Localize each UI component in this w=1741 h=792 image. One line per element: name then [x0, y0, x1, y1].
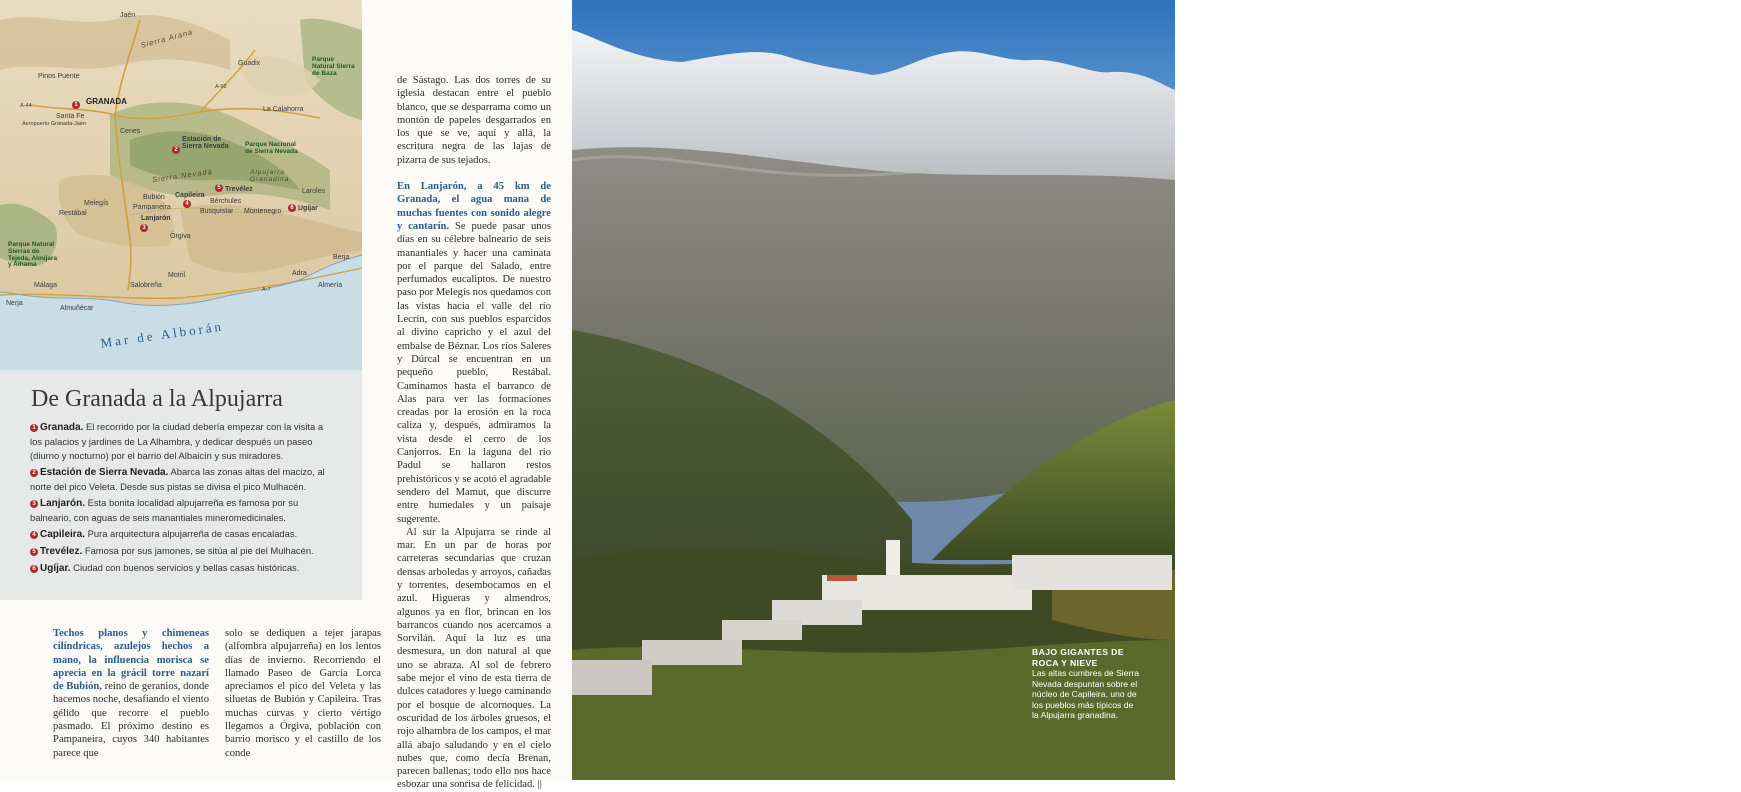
map-label-jaen: Jaén [120, 12, 136, 19]
legend-item [30, 527, 330, 542]
map-label-a92: A-92 [215, 84, 227, 90]
legend-item-name: Capileira. [40, 529, 86, 540]
map-label-granada: GRANADA [86, 97, 127, 106]
legend-item [30, 544, 330, 559]
map-pin-2: 2 [172, 146, 180, 154]
legend-item-name: Trevélez. [40, 546, 83, 557]
column-3-lead: En Lanjarón, a 45 km de Granada, el agua mana de muchas fuentes con sonido alegre y cantarín. [397, 181, 551, 232]
legend-item-number: 2 [30, 469, 38, 477]
map-label-trevelez: Trevélez [225, 186, 253, 193]
map-label-aeropuerto: Aeropuerto Granada-Jaén [22, 121, 86, 127]
church-tower [886, 540, 900, 575]
column-1-lead: Techos planos y chimeneas cilíndricas, azulejos hechos a mano, la influencia morisca se aprecia en la grácil torre nazarí de Bubión, [53, 628, 209, 693]
map-label-sierra-nevada-region: Sierra Nevada [151, 166, 214, 185]
map-label-berchules: Bérchules [210, 198, 242, 205]
legend-item [30, 465, 330, 494]
legend-item-number: 3 [30, 500, 38, 508]
legend-item-text: Famosa por sus jamones, se sitúa al pie del Mulhacén. [82, 545, 314, 556]
map-pin-5: 5 [215, 184, 223, 192]
legend-item-number: 4 [30, 531, 38, 539]
legend-item-number: 6 [30, 565, 38, 573]
map-label-adra: Adra [292, 270, 307, 277]
legend-item-text: Ciudad con buenos servicios y bellas casas históricas. [70, 562, 300, 573]
map-label-busquistar: Busquístar [200, 208, 234, 215]
column-3-paragraph-1: de Sástago. Las dos torres de su iglesia destacan entre el pueblo blanco, que se desparrama como un montón de papeles desgarrados en los que se ve, aquí y allá, la escritura negra de las lajas de pizarra de sus tejados. [397, 75, 551, 166]
map-label-pampaneira: Pampaneira [133, 204, 171, 211]
map-label-a44: A-44 [20, 103, 32, 109]
map-label-bubion: Bubión [143, 194, 165, 201]
route-legend [0, 370, 362, 600]
legend-item-number: 1 [30, 424, 38, 432]
column-1-text: reino de geranios, donde hacemos noche, desafiando el viento gélido que recorre el pueblo pasmado. El próximo destino es Pampaneira, cuyos 340 habitantes parece que [53, 681, 210, 759]
map-pin-1: 1 [72, 101, 80, 109]
end-mark: || [537, 779, 542, 791]
legend-item-name: Estación de Sierra Nevada. [40, 467, 169, 478]
map-label-salobrena: Salobreña [130, 282, 162, 289]
legend-list [30, 420, 330, 578]
map-label-cenes: Cenes [120, 128, 141, 135]
map-label-nerja: Nerja [6, 300, 23, 307]
map-label-almeria: Almería [318, 282, 343, 289]
map-label-pn-sierra-baza: Parque Natural Sierra de Baza [312, 56, 355, 77]
map-label-motril: Motril [168, 272, 186, 279]
map-label-sierra-arana: Sierra Arana [139, 27, 195, 50]
column-2-text: solo se dediquen a tejer jarapas (alfombra alpujarreña) en los lentos días de invierno. Recorriendo el llamado Paseo de García Lorca apreciamos el pico del Veleta y las siluetas de Bubión y Capileira. Tras muchas curvas y cierto vértigo llegamos a Órgiva, población con barrio morisco y el castillo de los conde [225, 628, 381, 759]
legend-item-name: Granada. [40, 422, 84, 433]
legend-item-number: 5 [30, 548, 38, 556]
map-pin-4: 4 [183, 200, 191, 208]
map-label-a7: A-7 [262, 287, 271, 293]
legend-item-text: Abarca las zonas altas del macizo, al norte del pico Veleta. Desde sus pistas se divisa el pico Mulhacén. [30, 466, 325, 492]
map-label-almunecar: Almuñécar [60, 305, 94, 312]
map-label-capileira: Capileira [175, 192, 205, 199]
map-pin-6: 6 [288, 204, 296, 212]
article-column-1 [53, 627, 209, 760]
legend-item-name: Lanjarón. [40, 498, 86, 509]
map-label-alpujarra: Alpujarra Granadina [250, 169, 290, 183]
map-label-pn-tejeda: Parque Natural Sierras de Tejeda, Almijara y Alhama [8, 241, 58, 269]
legend-item-text: Esta bonita localidad alpujarreña es famosa por su balneario, con aguas de seis manantiales mineromedicinales. [30, 497, 299, 523]
legend-item-name: Ugíjar. [40, 563, 71, 574]
map-label-melegis: Melegís [84, 200, 109, 207]
legend-item [30, 496, 330, 525]
map-label-guadix: Guadix [238, 60, 261, 67]
column-3-paragraph-2: Se puede pasar unos días en su célebre balneario de seis manantiales y hacer una caminata por el parque del Salado, entre perfumados eucaliptos. De nuestro paso por Melegís nos quedamos con las vistas hacia el valle del río Lecrín, con sus pueblos esparcidos al divino capricho y el azul del embalse de Béznar. Los ríos Saleres y Dúrcal se encuentran en un pequeño pueblo, Restábal. Caminamos hasta el barranco de Alas para ver las formaciones creadas por la erosión en la roca caliza y, después, admiramos la vista desde el cerro de los Canjorros. En la laguna del río Padul se hallaron restos prehistóricos y se acotó el agradable sendero del Mamut, que discurre entre humedales y un paisaje sugerente. [397, 220, 551, 525]
map-label-malaga: Málaga [34, 282, 57, 289]
column-3-paragraph-3: Al sur la Alpujarra se rinde al mar. En un par de horas por carreteras secundarias que cruzan densas arboledas y arroyos, cañadas y torrentes, desembocamos en el azul. Higueras y almendros, algunos ya en flor, brincan en los barrancos cuando nos acercamos a Sorvilán. Aquí la luz es una desmesura, un don natural al que uno se abraza. Al sol de febrero sabe mejor el vino de esta tierra de dulces catadores y luego caminando por el bosque de alcornoques. La oscuridad de los árboles gruesos, el rojo alhambra de los campos, el mar allá abajo saludando y en el cielo nubes que, como decía Brenan, parecen ballenas; todo ello nos hace esbozar una sonrisa de felicidad. [397, 526, 551, 791]
map-label-orgiva: Órgiva [170, 233, 191, 240]
legend-item-text: Pura arquitectura alpujarreña de casas encaladas. [85, 528, 298, 539]
map-label-estacion: Estación de Sierra Nevada [182, 136, 229, 150]
map-label-mar-alboran: Mar de Alborán [99, 318, 225, 351]
map-label-santa-fe: Santa Fe [56, 113, 85, 120]
map-label-montenegro: Montenegro [244, 208, 282, 215]
map-label-berja: Berja [333, 254, 350, 261]
map-label-lanjaron: Lanjarón [141, 215, 171, 222]
legend-title: De Granada a la Alpujarra [31, 386, 283, 412]
legend-item [30, 561, 330, 576]
photo-credit: KIKE PALACIO/AGE FOTOSTOCK [1735, 30, 1741, 122]
article-column-2 [225, 627, 381, 760]
article-column-3 [397, 74, 551, 792]
caption-text: Las altas cumbres de Sierra Nevada despuntan sobre el núcleo de Capileira, uno de los pueblos más típicos de la Alpujarra granadina. [1032, 668, 1139, 720]
map-label-la-calahorra: La Calahorra [263, 106, 304, 113]
caption-title: BAJO GIGANTES DE ROCA Y NIEVE [1032, 647, 1124, 668]
map-label-restabal: Restábal [59, 210, 87, 217]
map-label-pn-sierra-nevada: Parque Nacional de Sierra Nevada [245, 141, 298, 155]
legend-item-text: El recorrido por la ciudad debería empezar con la visita a los palacios y jardines de La Alhambra, y dedicar después un paseo (diurno y nocturno) por el barrio del Albaicín y sus miradores. [30, 421, 324, 461]
legend-item [30, 420, 330, 463]
photo-caption [1032, 647, 1142, 721]
map-label-ugijar: Ugíjar [298, 205, 318, 212]
map-label-pinos-puente: Pinos Puente [38, 73, 80, 80]
map-pin-3: 3 [140, 224, 148, 232]
left-page [0, 0, 572, 791]
map-label-laroles: Laroles [302, 188, 325, 195]
